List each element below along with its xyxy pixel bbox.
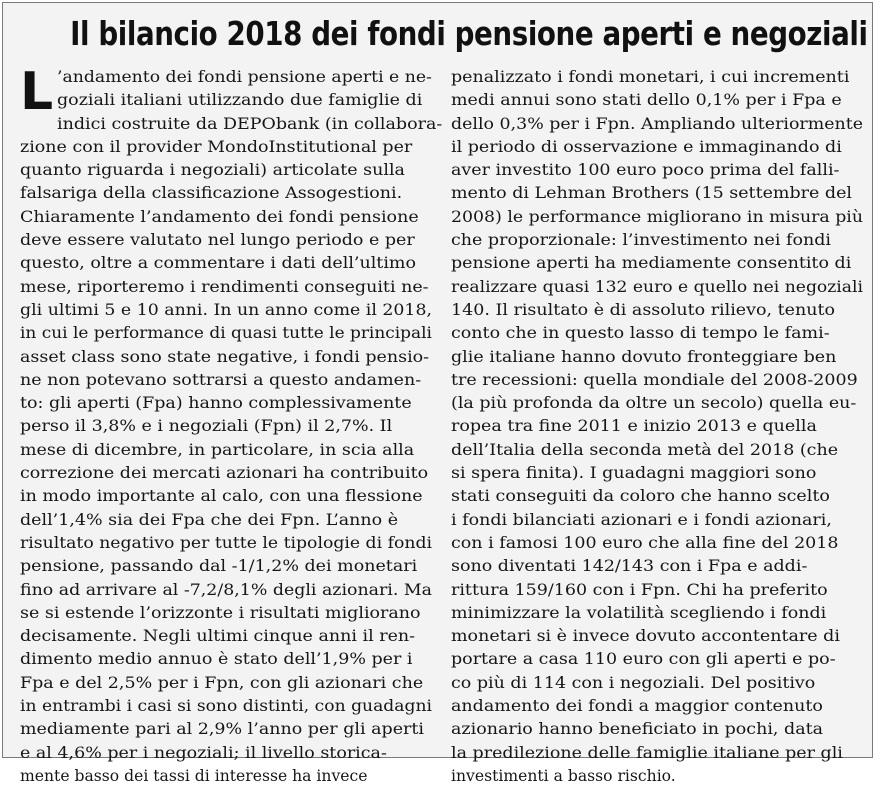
text-line — [451, 695, 863, 718]
text-line — [20, 742, 432, 765]
text-line-content: in modo importante al calo, con una flessione — [20, 487, 423, 506]
text-line — [20, 136, 432, 159]
text-line-content: zione con il provider MondoInstitutional per — [20, 137, 413, 156]
text-line-content: i fondi bilanciati azionari e i fondi azionari, — [451, 510, 832, 529]
text-line-content: stati conseguiti da coloro che hanno scelto — [451, 487, 830, 506]
text-line — [20, 113, 443, 136]
text-line-content: perso il 3,8% e i negoziali (Fpn) il 2,7%. Il — [20, 417, 393, 436]
text-line — [451, 113, 863, 136]
text-line-content: 140. Il risultato è di assoluto rilievo, tenuto — [451, 300, 836, 319]
text-line-content: correzione dei mercati azionari ha contribuito — [20, 464, 429, 483]
text-line — [451, 182, 863, 205]
text-line-content: asset class sono state negative, i fondi pensio- — [20, 347, 430, 366]
text-line — [20, 485, 432, 508]
text-line-content: se si estende l’orizzonte i risultati migliorano — [20, 603, 421, 622]
text-line-content: e al 4,6% per i negoziali; il livello storica- — [20, 743, 387, 762]
text-line — [451, 206, 863, 229]
text-line — [20, 276, 432, 299]
text-line-content: medi annui sono stati dello 0,1% per i Fpa e — [451, 91, 842, 110]
text-line-content: mese, riporteremo i rendimenti conseguiti ne- — [20, 277, 429, 296]
text-line-content: monetari si è invece dovuto accontentare di — [451, 627, 840, 646]
text-line-content: investimenti a basso rischio. — [451, 766, 676, 785]
text-line — [451, 439, 863, 462]
text-line — [20, 229, 432, 252]
text-line — [451, 509, 863, 532]
text-line — [20, 555, 432, 578]
text-line — [20, 462, 432, 485]
text-line — [451, 555, 863, 578]
text-line-content: si spera finita). I guadagni maggiori sono — [451, 464, 817, 483]
text-line-content: penalizzato i fondi monetari, i cui incrementi — [451, 68, 850, 86]
text-line-content: il periodo di osservazione e immaginando di — [451, 137, 842, 156]
text-line — [20, 252, 432, 275]
text-line — [451, 485, 863, 508]
text-line — [451, 322, 863, 345]
text-line — [451, 462, 863, 485]
text-line — [451, 276, 863, 299]
text-line — [451, 392, 863, 415]
text-line — [20, 182, 432, 205]
text-line-content: ’andamento dei fondi pensione aperti e ne- — [57, 68, 432, 86]
text-line-content: azionario hanno beneficiato in pochi, data — [451, 720, 824, 739]
text-line-content: risultato negativo per tutte le tipologie di fondi — [20, 533, 433, 552]
text-line-content: indici costruite da DEPObank (in collabora- — [57, 114, 443, 133]
text-line — [20, 415, 432, 438]
text-line-content: 2008) le performance migliorano in misura più — [451, 207, 864, 226]
text-line-content: in entrambi i casi si sono distinti, con guadagni — [20, 697, 432, 716]
text-line — [20, 392, 432, 415]
text-line — [20, 718, 432, 741]
text-line — [451, 229, 863, 252]
text-line-content: goziali italiani utilizzando due famiglie di — [57, 91, 423, 110]
text-line-content: sono diventati 142/143 con i Fpa e addi- — [451, 557, 808, 576]
text-line — [451, 602, 863, 625]
text-line — [451, 648, 863, 671]
text-line-content: che proporzionale: l’investimento nei fondi — [451, 231, 832, 250]
text-line-content: dello 0,3% per i Fpn. Ampliando ulteriormente — [451, 114, 863, 133]
text-line-content: mese di dicembre, in particolare, in scia alla — [20, 440, 415, 459]
text-line — [20, 648, 432, 671]
text-line — [20, 765, 432, 788]
text-line-content: decisamente. Negli ultimi cinque anni il ren- — [20, 627, 416, 646]
text-line — [451, 346, 863, 369]
article-column-right — [451, 66, 863, 788]
text-line-content: dell’Italia della seconda metà del 2018 (che — [451, 440, 839, 459]
text-line — [20, 439, 432, 462]
text-line — [451, 532, 863, 555]
text-line-content: mediamente pari al 2,9% l’anno per gli aperti — [20, 720, 425, 739]
text-line — [451, 625, 863, 648]
text-line-content: mente basso dei tassi di interesse ha invece — [20, 766, 368, 785]
text-line — [20, 579, 432, 602]
text-line-content: dimento medio annuo è stato dell’1,9% per i — [20, 650, 413, 669]
text-line — [20, 672, 432, 695]
drop-cap: L — [20, 62, 54, 122]
text-line-content: mento di Lehman Brothers (15 settembre del — [451, 184, 853, 203]
text-line-content: con i famosi 100 euro che alla fine del 2018 — [451, 533, 839, 552]
text-line-content: to: gli aperti (Fpa) hanno complessivamente — [20, 394, 412, 413]
text-line — [451, 765, 863, 788]
text-line-content: deve essere valutato nel lungo periodo e per — [20, 231, 415, 250]
text-line-content: questo, oltre a commentare i dati dell’ultimo — [20, 254, 416, 273]
text-line — [451, 159, 863, 182]
text-line — [20, 206, 432, 229]
text-line — [451, 718, 863, 741]
text-line-content: co più di 114 con i negoziali. Del positivo — [451, 673, 816, 692]
text-line — [451, 369, 863, 392]
text-line — [451, 299, 863, 322]
text-line — [451, 742, 863, 765]
article-column-left — [20, 62, 443, 788]
text-line-content: conto che in questo lasso di tempo le fami- — [451, 324, 830, 343]
text-line-content: portare a casa 110 euro con gli aperti e po- — [451, 650, 836, 669]
text-line — [20, 509, 432, 532]
text-line — [20, 602, 432, 625]
text-line — [451, 252, 863, 275]
text-line — [20, 369, 432, 392]
article-title: Il bilancio 2018 dei fondi pensione aperti e negoziali — [70, 14, 868, 53]
text-line — [20, 299, 432, 322]
text-line — [451, 66, 863, 89]
text-line — [451, 136, 863, 159]
text-line — [451, 415, 863, 438]
text-line — [20, 322, 432, 345]
text-line-content: dell’1,4% sia dei Fpa che dei Fpn. L’anno è — [20, 510, 399, 529]
text-line-content: pensione aperti ha mediamente consentito di — [451, 254, 852, 273]
text-line — [20, 159, 432, 182]
text-line-content: la predilezione delle famiglie italiane per gli — [451, 743, 843, 762]
text-line — [451, 89, 863, 112]
text-line-content: gli ultimi 5 e 10 anni. In un anno come il 2018, — [20, 300, 433, 319]
text-line-content: falsariga della classificazione Assogestioni. — [20, 184, 403, 203]
text-line-content: fino ad arrivare al -7,2/8,1% degli azionari. Ma — [20, 580, 433, 599]
text-line-content: (la più profonda da oltre un secolo) quella eu- — [451, 394, 857, 413]
text-line-content: rittura 159/160 con i Fpn. Chi ha preferito — [451, 580, 828, 599]
text-line-content: realizzare quasi 132 euro e quello nei negoziali — [451, 277, 864, 296]
text-line-content: Fpa e del 2,5% per i Fpn, con gli azionari che — [20, 673, 424, 692]
text-line-content: tre recessioni: quella mondiale del 2008-2009 — [451, 370, 858, 389]
text-line — [20, 532, 432, 555]
text-line — [20, 346, 432, 369]
text-line — [20, 89, 432, 112]
text-line — [451, 672, 863, 695]
text-line-content: ne non potevano sottrarsi a questo andamen- — [20, 370, 422, 389]
text-line-content: quanto riguarda i negoziali) articolate sulla — [20, 161, 405, 180]
text-line — [20, 625, 432, 648]
text-line — [451, 579, 863, 602]
text-line-content: minimizzare la volatilità scegliendo i fondi — [451, 603, 827, 622]
text-line — [20, 66, 432, 89]
text-line-content: in cui le performance di quasi tutte le principali — [20, 324, 432, 343]
text-line-content: pensione, passando dal -1/1,2% dei monetari — [20, 557, 418, 576]
text-line-content: ropea tra fine 2011 e inizio 2013 e quella — [451, 417, 817, 436]
text-line-content: aver investito 100 euro poco prima del falli- — [451, 161, 840, 180]
text-line-content: glie italiane hanno dovuto fronteggiare ben — [451, 347, 837, 366]
text-line — [20, 695, 432, 718]
text-line-content: andamento dei fondi a maggior contenuto — [451, 697, 823, 716]
text-line-content: Chiaramente l’andamento dei fondi pensione — [20, 207, 419, 226]
